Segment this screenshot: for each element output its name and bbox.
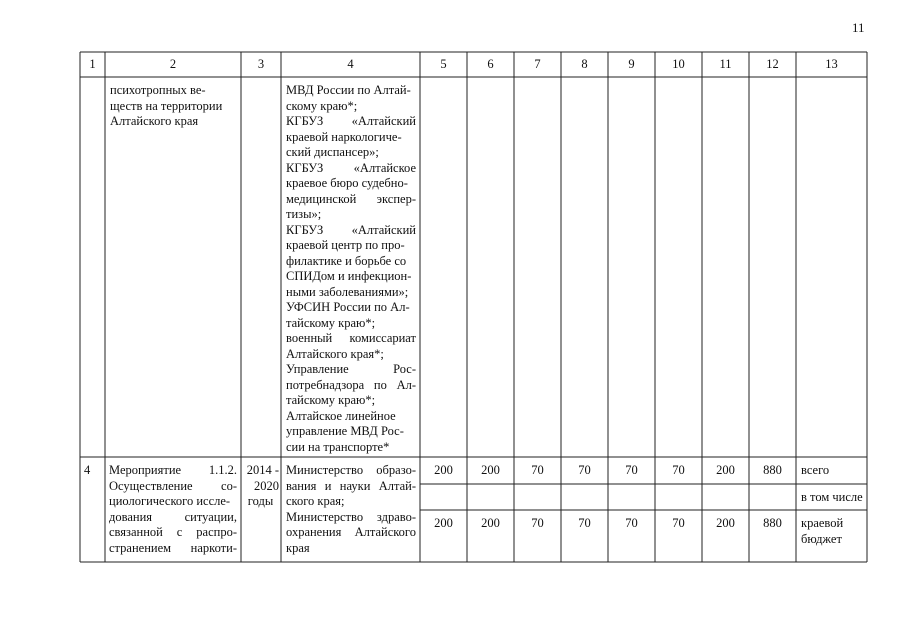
row2-number: 4 bbox=[84, 463, 91, 477]
total-label: всего bbox=[801, 463, 830, 477]
incl-label: в том числе bbox=[801, 490, 863, 504]
total-value-col-6: 200 bbox=[481, 463, 500, 477]
header-col-9: 9 bbox=[628, 57, 635, 71]
header-col-10: 10 bbox=[672, 57, 685, 71]
row2-activity-text: Мероприятие 1.1.2. Осуществление со- циологического иссле- дования ситуации, связанной с распро- странением наркоти- bbox=[109, 463, 237, 555]
regional-value-col-12: 880 bbox=[763, 516, 782, 530]
header-col-12: 12 bbox=[766, 57, 779, 71]
row1-activity-text: психотропных ве- ществ на территории Алтайского края bbox=[110, 83, 223, 128]
regional-label: краевой бюджет bbox=[801, 516, 844, 546]
total-value-col-7: 70 bbox=[531, 463, 544, 477]
header-col-13: 13 bbox=[825, 57, 838, 71]
header-col-5: 5 bbox=[440, 57, 447, 71]
regional-value-col-5: 200 bbox=[434, 516, 453, 530]
total-value-col-5: 200 bbox=[434, 463, 453, 477]
header-col-11: 11 bbox=[719, 57, 732, 71]
regional-value-col-11: 200 bbox=[716, 516, 735, 530]
header-col-1: 1 bbox=[89, 57, 96, 71]
row2-executors-text: Министерство образо- вания и науки Алтай- ского края; Министерство здраво- охранения Алтайского края bbox=[286, 463, 416, 555]
header-col-4: 4 bbox=[347, 57, 354, 71]
total-value-col-10: 70 bbox=[672, 463, 685, 477]
total-value-col-12: 880 bbox=[763, 463, 782, 477]
header-col-7: 7 bbox=[534, 57, 541, 71]
header-col-8: 8 bbox=[581, 57, 588, 71]
header-col-2: 2 bbox=[169, 57, 177, 71]
regional-value-col-7: 70 bbox=[531, 516, 544, 530]
regional-value-col-8: 70 bbox=[578, 516, 591, 530]
header-col-3: 3 bbox=[257, 57, 265, 71]
regional-value-col-9: 70 bbox=[625, 516, 638, 530]
total-value-col-8: 70 bbox=[578, 463, 591, 477]
row2-period: 2014 - 2020 годы bbox=[246, 463, 279, 508]
header-col-6: 6 bbox=[487, 57, 494, 71]
row1-executors-text: МВД России по Алтай- скому краю*; КГБУЗ «Алтайский краевой наркологиче- ский диспансер»; КГБУЗ «Алтайское краевое бюро судебно- медицинской экспер- тизы»; КГБУЗ «Алтайский краевой центр по про- филактике и борьбе со СПИДом и инфекцион- ными заболеваниями»; УФСИН России по Ал- тайскому краю*; военный комиссариат Алтайского края*; Управление Рос- потребнадзора по Ал- тайскому краю*; Алтайское линейное управление МВД Рос- сии на транспорте* bbox=[286, 83, 416, 454]
regional-value-col-6: 200 bbox=[481, 516, 500, 530]
regional-value-col-10: 70 bbox=[672, 516, 685, 530]
total-value-col-11: 200 bbox=[716, 463, 735, 477]
page-number: 11 bbox=[852, 20, 865, 35]
total-value-col-9: 70 bbox=[625, 463, 638, 477]
